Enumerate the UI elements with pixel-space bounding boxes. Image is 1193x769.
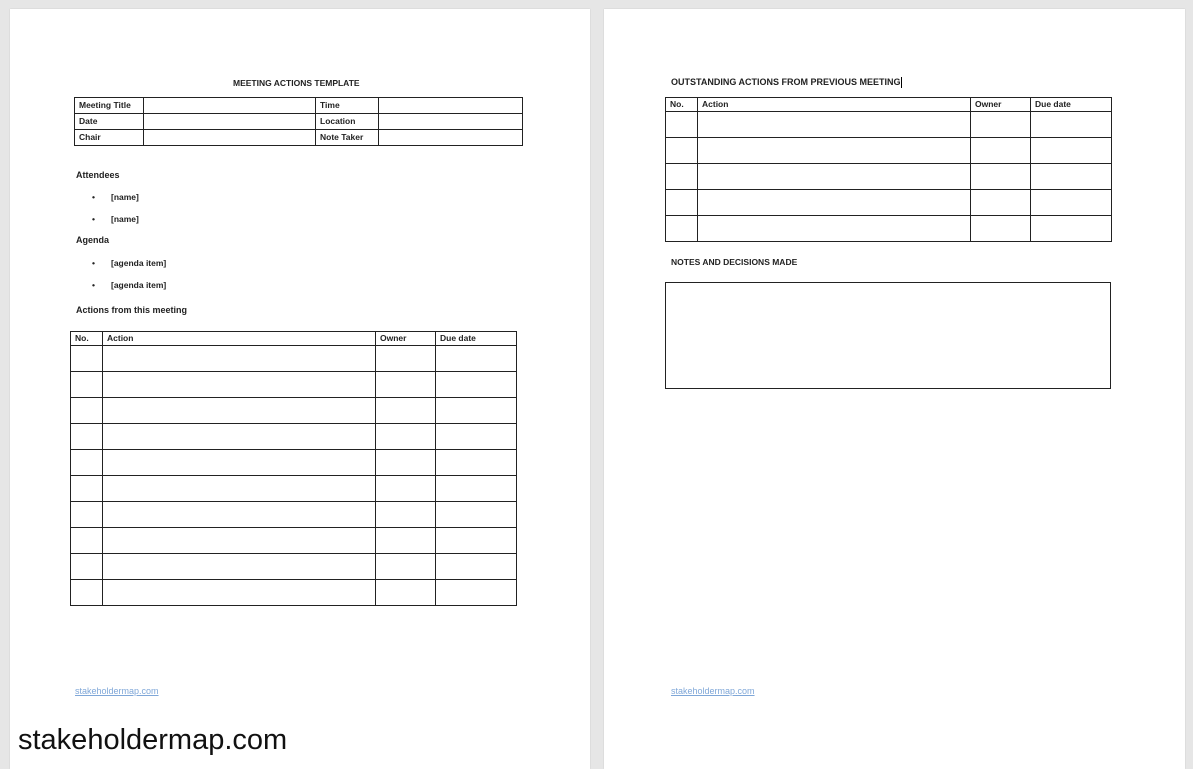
table-row — [666, 112, 1112, 138]
table-cell[interactable] — [71, 476, 103, 502]
document-title: MEETING ACTIONS TEMPLATE — [233, 78, 360, 88]
table-cell[interactable] — [376, 450, 436, 476]
info-value[interactable] — [379, 98, 523, 114]
column-header: Owner — [376, 332, 436, 346]
meeting-info-table — [74, 97, 523, 146]
table-cell[interactable] — [376, 424, 436, 450]
info-value[interactable] — [379, 130, 523, 146]
table-row — [666, 216, 1112, 242]
table-row — [71, 580, 517, 606]
text-cursor — [901, 77, 902, 88]
table-row — [666, 164, 1112, 190]
table-row — [71, 372, 517, 398]
table-cell[interactable] — [698, 164, 971, 190]
agenda-heading: Agenda — [76, 235, 110, 245]
table-cell[interactable] — [376, 580, 436, 606]
outstanding-actions-heading: OUTSTANDING ACTIONS FROM PREVIOUS MEETING — [671, 77, 901, 87]
table-cell[interactable] — [436, 580, 517, 606]
table-row — [71, 424, 517, 450]
table-cell[interactable] — [436, 398, 517, 424]
document-page-2 — [604, 9, 1185, 769]
column-header: Owner — [971, 98, 1031, 112]
table-cell[interactable] — [103, 580, 376, 606]
table-cell[interactable] — [71, 554, 103, 580]
outstanding-actions-table — [665, 97, 1112, 242]
table-cell[interactable] — [103, 450, 376, 476]
table-cell[interactable] — [436, 476, 517, 502]
column-header: No. — [666, 98, 698, 112]
attendee-item[interactable]: • [name] — [76, 214, 139, 236]
agenda-item[interactable]: • [agenda item] — [76, 280, 166, 302]
table-cell[interactable] — [103, 502, 376, 528]
table-cell[interactable] — [698, 216, 971, 242]
table-cell[interactable] — [71, 528, 103, 554]
actions-heading: Actions from this meeting — [76, 305, 188, 315]
table-row — [71, 450, 517, 476]
table-header-row — [666, 98, 1112, 112]
table-cell[interactable] — [698, 112, 971, 138]
table-cell[interactable] — [1031, 190, 1112, 216]
table-cell[interactable] — [436, 450, 517, 476]
info-label: Meeting Title — [75, 98, 144, 114]
document-page-1 — [10, 9, 590, 769]
table-row — [666, 138, 1112, 164]
table-cell[interactable] — [971, 112, 1031, 138]
table-cell[interactable] — [698, 190, 971, 216]
info-value[interactable] — [144, 98, 316, 114]
table-row — [71, 528, 517, 554]
table-cell[interactable] — [971, 164, 1031, 190]
table-cell[interactable] — [71, 450, 103, 476]
info-value[interactable] — [144, 130, 316, 146]
table-header-row — [71, 332, 517, 346]
info-row — [75, 114, 523, 130]
info-row — [75, 98, 523, 114]
agenda-item[interactable]: • [agenda item] — [76, 258, 166, 280]
column-header: No. — [71, 332, 103, 346]
table-row — [666, 190, 1112, 216]
table-cell[interactable] — [1031, 216, 1112, 242]
info-label: Time — [316, 98, 379, 114]
table-cell[interactable] — [103, 346, 376, 372]
table-cell[interactable] — [666, 190, 698, 216]
table-cell[interactable] — [71, 424, 103, 450]
table-cell[interactable] — [971, 138, 1031, 164]
table-cell[interactable] — [436, 528, 517, 554]
attendees-heading: Attendees — [76, 170, 120, 180]
footer-link[interactable]: stakeholdermap.com — [75, 686, 159, 696]
table-cell[interactable] — [971, 190, 1031, 216]
table-cell[interactable] — [376, 372, 436, 398]
table-row — [71, 398, 517, 424]
table-row — [71, 476, 517, 502]
info-value[interactable] — [144, 114, 316, 130]
table-cell[interactable] — [71, 502, 103, 528]
table-row — [71, 502, 517, 528]
table-cell[interactable] — [666, 164, 698, 190]
table-cell[interactable] — [436, 554, 517, 580]
table-cell[interactable] — [103, 554, 376, 580]
table-cell[interactable] — [436, 372, 517, 398]
table-cell[interactable] — [1031, 164, 1112, 190]
attendee-item[interactable]: • [name] — [76, 192, 139, 214]
footer-link[interactable]: stakeholdermap.com — [671, 686, 755, 696]
column-header: Due date — [1031, 98, 1112, 112]
table-cell[interactable] — [103, 398, 376, 424]
table-cell[interactable] — [103, 424, 376, 450]
column-header: Action — [698, 98, 971, 112]
table-cell[interactable] — [436, 424, 517, 450]
info-label: Chair — [75, 130, 144, 146]
table-cell[interactable] — [103, 476, 376, 502]
table-row — [71, 346, 517, 372]
table-cell[interactable] — [971, 216, 1031, 242]
info-value[interactable] — [379, 114, 523, 130]
table-cell[interactable] — [71, 398, 103, 424]
table-cell[interactable] — [103, 372, 376, 398]
column-header: Due date — [436, 332, 517, 346]
table-cell[interactable] — [376, 398, 436, 424]
table-row — [71, 554, 517, 580]
info-label: Note Taker — [316, 130, 379, 146]
table-cell[interactable] — [376, 502, 436, 528]
table-cell[interactable] — [436, 502, 517, 528]
table-cell[interactable] — [666, 112, 698, 138]
table-cell[interactable] — [71, 580, 103, 606]
table-cell[interactable] — [376, 554, 436, 580]
table-cell[interactable] — [436, 346, 517, 372]
table-cell[interactable] — [103, 528, 376, 554]
info-label: Date — [75, 114, 144, 130]
table-cell[interactable] — [1031, 138, 1112, 164]
table-cell[interactable] — [376, 528, 436, 554]
notes-heading: NOTES AND DECISIONS MADE — [671, 257, 798, 267]
table-cell[interactable] — [376, 346, 436, 372]
notes-box[interactable] — [665, 282, 1111, 389]
table-cell[interactable] — [666, 138, 698, 164]
column-header: Action — [103, 332, 376, 346]
table-cell[interactable] — [1031, 112, 1112, 138]
info-row — [75, 130, 523, 146]
table-cell[interactable] — [71, 372, 103, 398]
table-cell[interactable] — [666, 216, 698, 242]
attendees-list — [76, 192, 139, 236]
actions-table — [70, 331, 517, 606]
info-label: Location — [316, 114, 379, 130]
agenda-list — [76, 258, 166, 302]
table-cell[interactable] — [698, 138, 971, 164]
watermark: stakeholdermap.com — [18, 724, 288, 756]
table-cell[interactable] — [71, 346, 103, 372]
table-cell[interactable] — [376, 476, 436, 502]
